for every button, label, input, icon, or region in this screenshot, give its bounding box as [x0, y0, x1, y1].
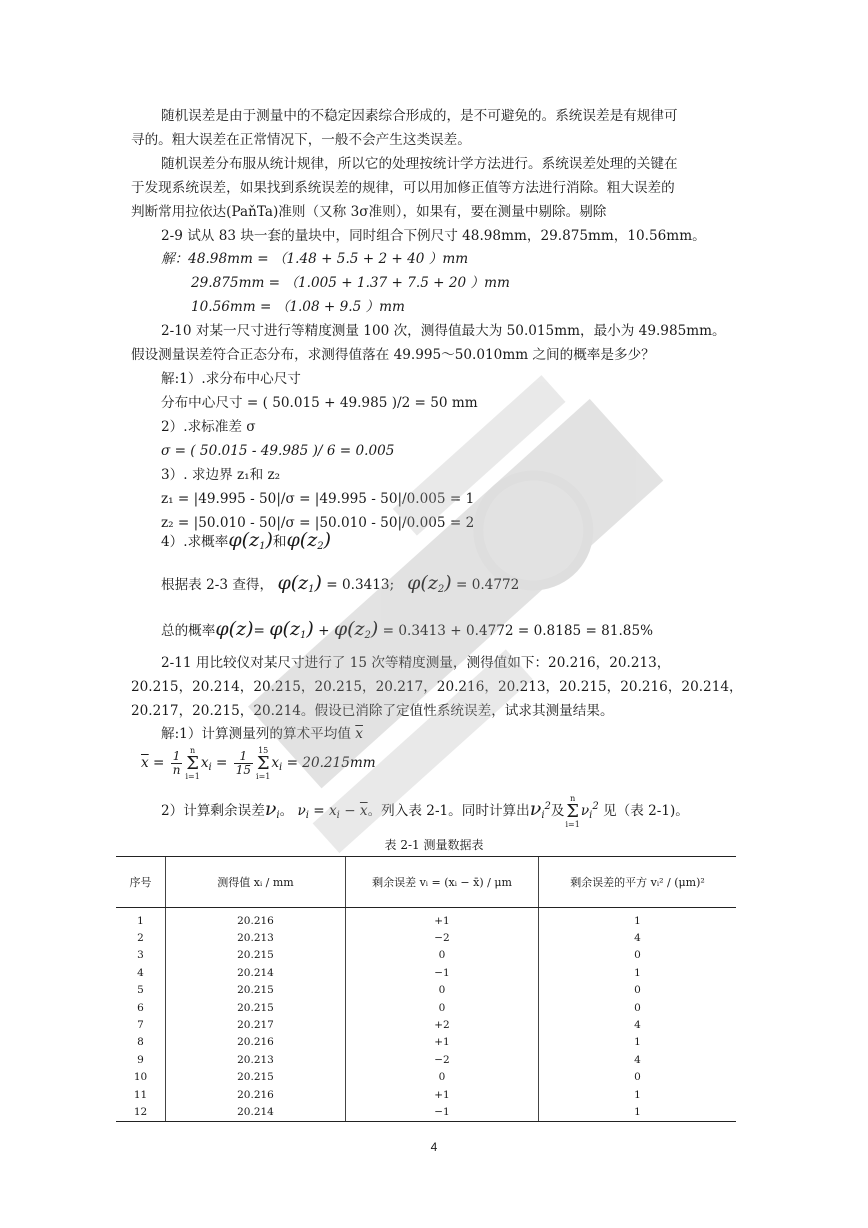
q9-solution-line: 10.56mm = （1.08 + 9.5 ）mm [191, 299, 405, 315]
table-cell: 11 [133, 1088, 148, 1101]
table-cell: 1 [539, 964, 737, 981]
table-cell: 7 [137, 1019, 144, 1032]
q9-solution-line: 29.875mm = （1.005 + 1.37 + 7.5 + 20 ）mm [191, 275, 510, 291]
table-cell: 20.215 [166, 982, 346, 999]
table-cell: −1 [346, 1103, 539, 1121]
residual-formula: $\nu_i = x_i - \overline{x}$ [297, 803, 368, 821]
mean-symbol: $\overline{x}$ [141, 755, 149, 771]
table-cell: 0 [539, 999, 737, 1016]
table-cell: +2 [346, 1016, 539, 1033]
table-cell: 0 [346, 982, 539, 999]
step-text: 2）计算剩余误差 [161, 803, 265, 819]
value-text: = 0.3413; [326, 577, 395, 593]
q10-equation: z₁ = |49.995 - 50|/σ = |49.995 - 50|/0.005 = 1 [161, 491, 475, 507]
paragraph-line: 随机误差分布服从统计规律，所以它的处理按统计学方法进行。系统误差处理的关键在 [161, 156, 678, 172]
mean-symbol: $\overline{x}$ [355, 726, 363, 742]
q9-solution-line: 解：48.98mm = （1.48 + 5.5 + 2 + 40 ）mm [161, 251, 469, 267]
step-text: 。列入表 2-1。同时计算出 [367, 803, 530, 819]
table-cell: 20.216 [166, 1086, 346, 1103]
table-cell: 20.213 [166, 929, 346, 946]
table-cell: 1 [539, 908, 737, 930]
table-row [116, 1103, 736, 1121]
table-cell: 3 [137, 949, 144, 962]
table-cell: 0 [539, 1069, 737, 1086]
table-cell: 20.214 [166, 1103, 346, 1121]
column-header: 测得值 xᵢ / mm [166, 857, 346, 908]
step-text: 及 [550, 803, 565, 819]
table-row [116, 1069, 736, 1086]
table-cell: 10 [133, 1071, 148, 1084]
table-cell: 0 [539, 982, 737, 999]
q11-step [161, 722, 771, 746]
phi-z1-formula: $\varphi(z_1)$ [277, 572, 322, 595]
column-header: 剩余误差 vᵢ = (xᵢ − x̄) / μm [346, 857, 539, 908]
paragraph-line: 判断常用拉依达(PaňTa)准则（又称 3σ准则），如果有，要在测量中剔除。剔除 [131, 204, 607, 220]
q10-equation: z₂ = |50.010 - 50|/σ = |50.010 - 50|/0.005 = 2 [161, 515, 475, 531]
table-cell: 1 [539, 1034, 737, 1051]
table-row [116, 964, 736, 981]
table-row [116, 1034, 736, 1051]
fraction: $\frac{1}{15}$ [235, 749, 252, 777]
mean-formula: $\overline{x}$ = $\frac{1}{n}$ n Σ $i=1x_i$ = $\frac{1}{15}$ 15 Σ $i=1x_i = 20.215mm$ [141, 745, 376, 781]
table-cell: 1 [539, 1103, 737, 1121]
sum-symbol: n Σ i=1 [185, 745, 200, 781]
mean-result: = 20.215mm [286, 755, 376, 771]
q10-step: 2）.求标准差 σ [161, 419, 256, 435]
table-cell: 20.216 [166, 908, 346, 930]
step-text: 解:1）计算测量列的算术平均值 [161, 726, 351, 742]
table-header-row [116, 857, 736, 908]
q10-equation: σ = ( 50.015 - 49.985 )/ 6 = 0.005 [161, 443, 395, 459]
sum-symbol: n Σ i=1 [565, 793, 580, 829]
phi-z2-formula: $\varphi(z_2)$ [286, 529, 332, 552]
value-text: = 0.3413 + 0.4772 = 0.8185 = 81.85% [382, 623, 654, 639]
table-cell: −1 [346, 964, 539, 981]
table-cell: 1 [137, 914, 144, 927]
phi-z-formula: φ(z) [215, 618, 254, 640]
table-cell: 20.215 [166, 1069, 346, 1086]
step-text: 总的概率 [161, 623, 216, 639]
q10-lookup [161, 568, 771, 605]
question-2-11-stem: 20.217，20.215，20.214。假设已消除了定值性系统误差，试求其测量结果。 [131, 703, 614, 719]
table-row [116, 999, 736, 1016]
table-cell: +1 [346, 908, 539, 930]
question-2-9-stem: 2-9 试从 83 块一套的量块中，同时组合下例尺寸 48.98mm，29.875mm，10.56mm。 [161, 228, 706, 244]
table-cell: 20.214 [166, 964, 346, 981]
table-cell: 4 [539, 929, 737, 946]
table-cell: 0 [539, 947, 737, 964]
table-row [116, 947, 736, 964]
table-cell: −2 [346, 929, 539, 946]
q10-step [161, 525, 771, 562]
step-text: 和 [272, 534, 287, 550]
table-cell: +1 [346, 1034, 539, 1051]
paragraph-line: 于发现系统误差，如果找到系统误差的规律，可以用加修正值等方法进行消除。粗大误差的 [131, 180, 675, 196]
paragraph-line: 随机误差是由于测量中的不稳定因素综合形成的，是不可避免的。系统误差是有规律可 [161, 108, 678, 124]
table-cell: 4 [539, 1016, 737, 1033]
step-text: 见（表 2-1)。 [603, 803, 689, 819]
measurement-table [116, 856, 736, 1122]
value-text: = 0.4772 [455, 577, 520, 593]
table-cell: 0 [346, 947, 539, 964]
phi-z1-formula: $\varphi(z_1)$ [228, 529, 273, 552]
table-cell: 20.216 [166, 1034, 346, 1051]
table-cell: 0 [346, 1069, 539, 1086]
phi-z2-formula: $\varphi(z_2)$ [407, 572, 452, 595]
table-cell: 4 [137, 966, 144, 979]
question-2-11-stem: 2-11 用比较仪对某尺寸进行了 15 次等精度测量，测得值如下：20.216，20.213， [161, 655, 671, 671]
q10-step: 3）. 求边界 z₁和 z₂ [161, 467, 281, 483]
table-cell: 20.215 [166, 947, 346, 964]
table-cell: 20.215 [166, 999, 346, 1016]
column-header: 剩余误差的平方 vᵢ² / (μm)² [539, 857, 737, 908]
phi-z1-formula: $\varphi(z_1)$ [269, 618, 314, 641]
table-cell: 8 [137, 1036, 144, 1049]
table-caption: 表 2-1 测量数据表 [384, 838, 484, 852]
page-number: 4 [430, 1140, 438, 1154]
table-cell: 1 [539, 1086, 737, 1103]
residual-symbol: $\nu_i$ [264, 798, 280, 821]
table-row [116, 982, 736, 999]
table-cell: 6 [137, 1001, 144, 1014]
table-row [116, 929, 736, 946]
table-cell: 0 [346, 999, 539, 1016]
phi-z2-formula: $\varphi(z_2)$ [333, 618, 379, 641]
table-row [116, 1051, 736, 1068]
fraction: $\frac{1}{n}$ [172, 749, 181, 777]
residual-square-symbol: $\nu_i^2$ [529, 798, 551, 821]
step-text: 根据表 2-3 查得， [161, 577, 274, 593]
table-cell: −2 [346, 1051, 539, 1068]
question-2-10-stem: 假设测量误差符合正态分布，求测得值落在 49.995～50.010mm 之间的概率是多少？ [131, 347, 655, 363]
table-cell: 9 [137, 1053, 144, 1066]
table-row [116, 908, 736, 930]
q10-step: 解:1）.求分布中心尺寸 [161, 371, 301, 387]
table-cell: 2 [137, 932, 144, 945]
table-row [116, 1016, 736, 1033]
paragraph-line: 寻的。粗大误差在正常情况下，一般不会产生这类误差。 [131, 132, 471, 148]
q10-equation: 分布中心尺寸 = ( 50.015 + 49.985 )/2 = 50 mm [161, 395, 478, 411]
table-cell: 12 [116, 1103, 166, 1121]
table-cell: +1 [346, 1086, 539, 1103]
column-header: 序号 [116, 857, 166, 908]
table-cell: 20.217 [166, 1016, 346, 1033]
q11-step: 2）计算剩余误差$\nu_i$。 $\nu_i = x_i - \overline{x}$。列入表 2-1。同时计算出$\nu_i^2$及n Σ $i=1\nu_i^2$ 见（表 2-1)。 [161, 793, 689, 829]
table-cell: 4 [539, 1051, 737, 1068]
table-cell: 20.213 [166, 1051, 346, 1068]
step-text: 4）.求概率 [161, 534, 229, 550]
question-2-11-stem: 20.215，20.214，20.215，20.215，20.217，20.216，20.213，20.215，20.216，20.214， [131, 679, 743, 695]
question-2-10-stem: 2-10 对某一尺寸进行等精度测量 100 次，测得值最大为 50.015mm，最小为 49.985mm。 [161, 323, 726, 339]
q10-total: 总的概率$\varphi(z)= \varphi(z_1) + \varphi(z_2) = 0.3413 + 0.4772 = 0.8185 = 81.85\%$ [161, 618, 654, 641]
table-row [116, 1086, 736, 1103]
sum-symbol: 15 Σ i=1 [256, 745, 271, 781]
table-cell: 5 [137, 984, 144, 997]
